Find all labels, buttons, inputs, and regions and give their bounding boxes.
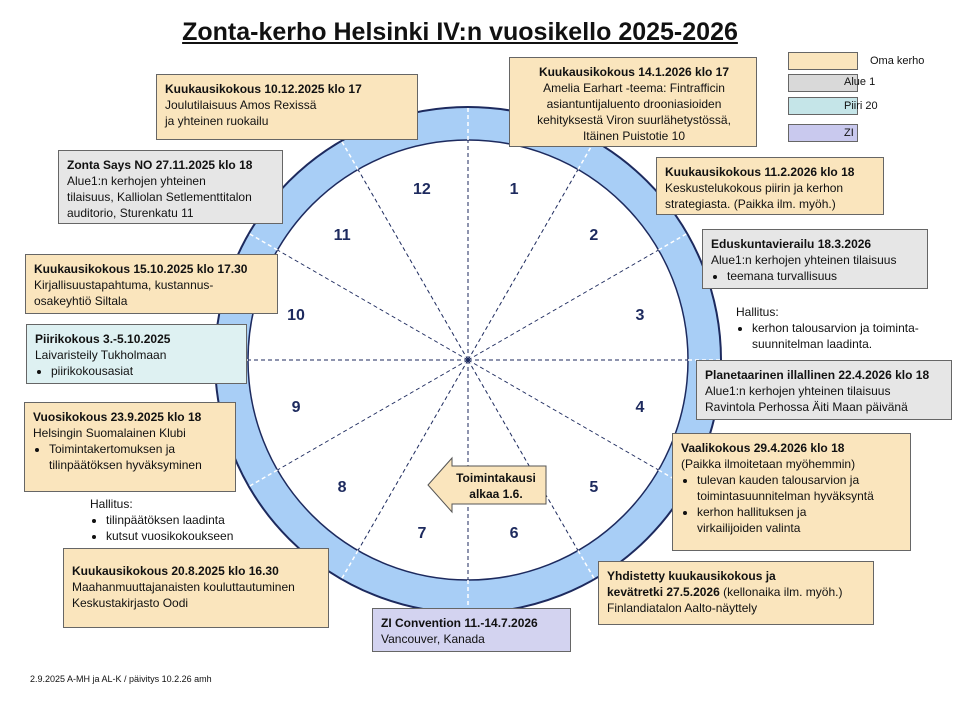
clock-month-number: 2	[589, 227, 599, 245]
event-january: Kuukausikokous 14.1.2026 klo 17 Amelia Earhart -teema: Fintrafficin asiantuntijaluento drooniasioiden kehityksestä Viron suurlähetystössä, Itäinen Puistotie 10	[509, 57, 757, 147]
board-note-autumn: Hallitus: • tilinpäätöksen laadinta • kutsut vuosikokoukseen	[90, 496, 290, 544]
page-title: Zonta-kerho Helsinki IV:n vuosikello 2025-2026	[182, 18, 738, 46]
legend-label-alue: Alue 1	[844, 76, 876, 88]
event-zi-convention: ZI Convention 11.-14.7.2026 Vancouver, Kanada	[372, 608, 571, 652]
event-title: Kuukausikokous 14.1.2026 klo 17	[538, 65, 730, 79]
event-march: Eduskuntavierailu 18.3.2026 Alue1:n kerhojen yhteinen tilaisuus • teemana turvallisuus	[702, 229, 928, 289]
legend-label-oma-kerho: Oma kerho	[870, 55, 925, 67]
event-title: Kuukausikokous 10.12.2025 klo 17	[165, 82, 362, 96]
event-title: Eduskuntavierailu 18.3.2026	[711, 237, 872, 251]
clock-month-number: 6	[509, 524, 519, 542]
clock-month-number: 12	[413, 181, 431, 199]
event-april: Planetaarinen illallinen 22.4.2026 klo 18 Alue1:n kerhojen yhteinen tilaisuus Ravintola Perhossa Äiti Maan päivänä	[696, 360, 952, 420]
board-note-spring: Hallitus: • kerhon talousarvion ja toiminta- suunnitelman laadinta.	[736, 304, 951, 352]
clock-month-number: 9	[291, 399, 301, 417]
event-february: Kuukausikokous 11.2.2026 klo 18 Keskustelukokous piirin ja kerhon strategiasta. (Paikka ilm. myöh.)	[656, 157, 884, 215]
event-december: Kuukausikokous 10.12.2025 klo 17 Joulutilaisuus Amos Rexissä ja yhteinen ruokailu	[156, 74, 418, 140]
legend-label-piiri: Piiri 20	[844, 100, 878, 112]
clock-month-number: 7	[417, 524, 427, 542]
event-piirikokous: Piirikokous 3.-5.10.2025 Laivaristeily Tukholmaan • piirikokousasiat	[26, 324, 247, 384]
event-title: Zonta Says NO 27.11.2025 klo 18	[67, 158, 253, 172]
clock-month-number: 8	[337, 478, 347, 496]
legend-swatch-oma-kerho	[788, 52, 858, 70]
clock-month-number: 10	[287, 306, 305, 324]
event-november: Zonta Says NO 27.11.2025 klo 18 Alue1:n kerhojen yhteinen tilaisuus, Kalliolan Setlementtitalon auditorio, Sturenkatu 11	[58, 150, 283, 224]
event-title: Kuukausikokous 11.2.2026 klo 18	[665, 165, 855, 179]
event-vaalikokous: Vaalikokous 29.4.2026 klo 18 (Paikka ilmoitetaan myöhemmin) • tulevan kauden talousarvion ja toimintasuunnitelman hyväksyntä • kerhon hallituksen ja virkailijoiden valinta	[672, 433, 911, 551]
event-title: Planetaarinen illallinen 22.4.2026 klo 18	[705, 368, 930, 382]
footer-note: 2.9.2025 A-MH ja AL-K / päivitys 10.2.26 amh	[30, 674, 212, 684]
legend-label-zi: ZI	[844, 127, 854, 139]
event-title: Vaalikokous 29.4.2026 klo 18	[681, 441, 845, 455]
clock-month-number: 1	[509, 181, 519, 199]
event-september: Vuosikokous 23.9.2025 klo 18 Helsingin Suomalainen Klubi • Toimintakertomuksen ja tilinpäätöksen hyväksyminen	[24, 402, 236, 492]
clock-month-number: 3	[635, 306, 645, 324]
event-title: ZI Convention 11.-14.7.2026	[381, 616, 538, 630]
event-october: Kuukausikokous 15.10.2025 klo 17.30 Kirjallisuustapahtuma, kustannus- osakeyhtiö Siltala	[25, 254, 278, 314]
event-title: Kuukausikokous 20.8.2025 klo 16.30	[72, 564, 279, 578]
clock-month-number: 11	[333, 227, 351, 245]
event-title: Yhdistetty kuukausikokous ja	[607, 569, 776, 583]
event-title: Vuosikokous 23.9.2025 klo 18	[33, 410, 202, 424]
event-title: Kuukausikokous 15.10.2025 klo 17.30	[34, 262, 248, 276]
event-may: Yhdistetty kuukausikokous ja kevätretki 27.5.2026 (kellonaika ilm. myöh.) Finlandiatalon Aalto-näyttely	[598, 561, 874, 625]
event-august: Kuukausikokous 20.8.2025 klo 16.30 Maahanmuuttajanaisten kouluttautuminen Keskustakirjasto Oodi	[63, 548, 329, 628]
season-start-label: Toimintakausi alkaa 1.6.	[456, 471, 536, 501]
clock-month-number: 5	[589, 478, 599, 496]
event-title: Piirikokous 3.-5.10.2025	[35, 332, 171, 346]
clock-month-number: 4	[635, 399, 645, 417]
